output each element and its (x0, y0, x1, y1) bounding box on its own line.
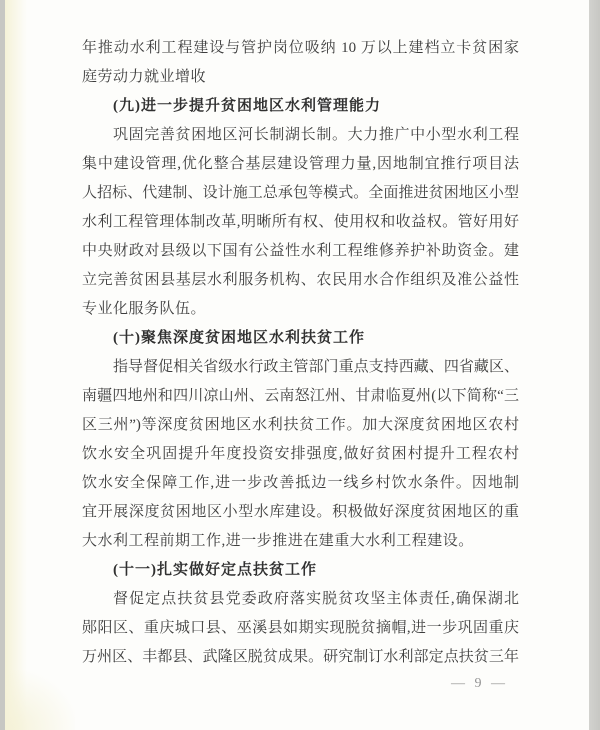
text-line: 大水利工程前期工作,进一步推进在建重大水利工程建设。 (82, 533, 474, 549)
text-line: 集中建设管理,优化整合基层建设管理力量,因地制宜推行项目法 (82, 156, 519, 172)
scan-edge-left (0, 0, 5, 730)
section-heading: (十一)扎实做好定点扶贫工作 (113, 562, 317, 578)
section-heading: (九)进一步提升贫困地区水利管理能力 (113, 98, 381, 114)
text-line: 宜开展深度贫困地区小型水库建设。积极做好深度贫困地区的重 (82, 504, 519, 520)
text-line: 饮水安全保障工作,进一步改善抵边一线乡村饮水条件。因地制 (82, 475, 519, 491)
text-line: 区三州”)等深度贫困地区水利扶贫工作。加大深度贫困地区农村 (82, 417, 519, 433)
text-line: 饮水安全巩固提升年度投资安排强度,做好贫困村提升工程农村 (82, 446, 519, 462)
text-line: 立完善贫困县基层水利服务机构、农民用水合作组织及准公益性 (82, 272, 519, 288)
text-line: 人招标、代建制、设计施工总承包等模式。全面推进贫困地区小型 (82, 185, 519, 201)
text-line: 万州区、丰都县、武隆区脱贫成果。研究制订水利部定点扶贫三年 (82, 649, 519, 665)
text-line: 督促定点扶贫县党委政府落实脱贫攻坚主体责任,确保湖北 (113, 591, 519, 607)
text-line: 指导督促相关省级水行政主管部门重点支持西藏、四省藏区、 (113, 359, 519, 375)
text-line: 年推动水利工程建设与管护岗位吸纳 10 万以上建档立卡贫困家 (82, 40, 519, 56)
text-line: 南疆四地州和四川凉山州、云南怒江州、甘肃临夏州(以下简称“三 (82, 388, 519, 404)
text-line: 巩固完善贫困地区河长制湖长制。大力推广中小型水利工程 (113, 127, 519, 143)
scan-edge-right (589, 0, 600, 730)
text-line: 专业化服务队伍。 (82, 301, 207, 317)
text-line: 郧阳区、重庆城口县、巫溪县如期实现脱贫摘帽,进一步巩固重庆 (82, 620, 519, 636)
scan-tint-corner (5, 670, 75, 730)
document-text (82, 34, 519, 672)
text-line: 庭劳动力就业增收 (82, 69, 207, 85)
page-number: — 9 — (451, 676, 508, 691)
text-line: 中央财政对县级以下国有公益性水利工程维修养护补助资金。建 (82, 243, 519, 259)
section-heading: (十)聚焦深度贫困地区水利扶贫工作 (113, 330, 365, 346)
scan-tint-left (5, 0, 27, 730)
text-line: 水利工程管理体制改革,明晰所有权、使用权和收益权。管好用好 (82, 214, 519, 230)
